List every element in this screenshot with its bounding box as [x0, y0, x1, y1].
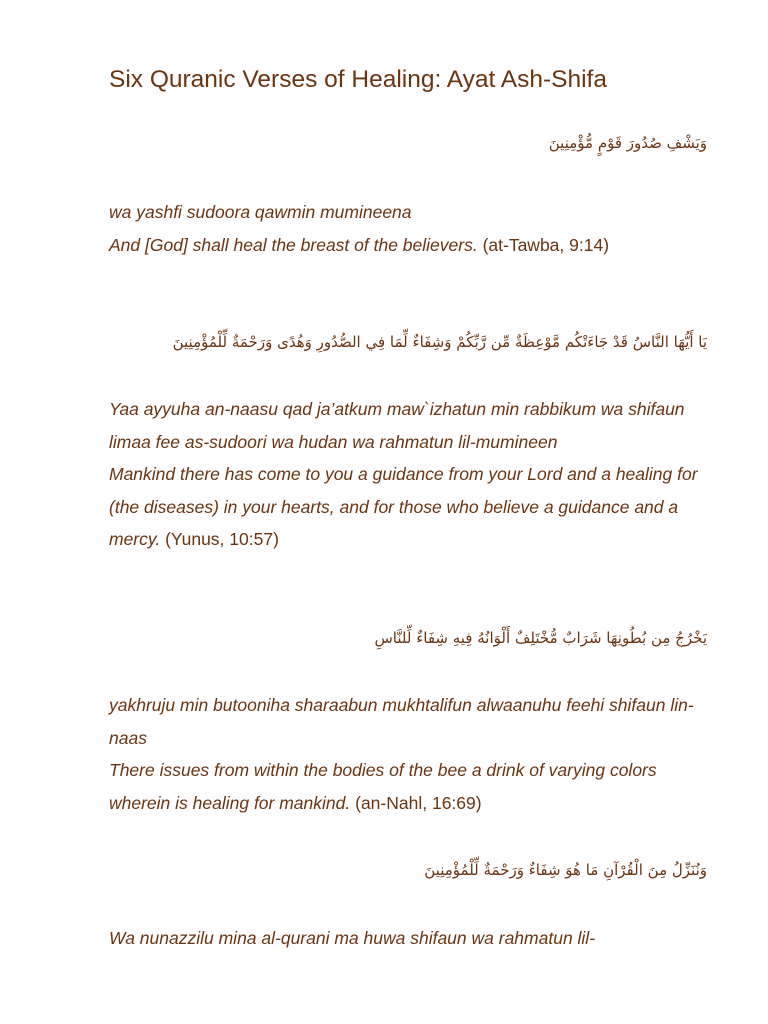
page-title: Six Quranic Verses of Healing: Ayat Ash-Shifa [109, 66, 607, 93]
verse-2-translation-line [109, 458, 719, 556]
verse-3-translation-line [109, 754, 719, 819]
verse-1-reference: (at-Tawba, 9:14) [482, 234, 610, 255]
verse-2-reference: (Yunus, 10:57) [165, 529, 279, 549]
verse-3-block [109, 689, 719, 819]
verse-3-transliteration: yakhruju min butooniha sharaabun mukhtalifun alwaanuhu feehi shifaun lin-naas [109, 695, 694, 748]
verse-3-reference: (an-Nahl, 16:69) [355, 792, 482, 813]
verse-2-translation: Mankind there has come to you a guidance from your Lord and a healing for (the diseases) in your hearts, and for those who believe a guidance and a mercy. [109, 464, 698, 549]
verse-1-transliteration: wa yashfi sudoora qawmin mumineena [109, 202, 412, 222]
verse-2-block [109, 393, 719, 556]
verse-4-arabic: وَنُنَزِّلُ مِنَ الْقُرْآنِ مَا هُوَ شِفَاءٌ وَرَحْمَةٌ لِّلْمُؤْمِنِينَ [424, 861, 707, 879]
verse-3-translation: There issues from within the bodies of the bee a drink of varying colors wherein is healing for mankind. [109, 760, 657, 813]
verse-4-block [109, 922, 719, 955]
verse-4-transliteration: Wa nunazzilu mina al-qurani ma huwa shifaun wa rahmatun lil- [109, 928, 596, 948]
verse-1-translation: And [God] shall heal the breast of the believers. [109, 234, 478, 255]
verse-3-arabic: يَخْرُجُ مِن بُطُونِهَا شَرَابٌ مُّخْتَلِفٌ أَلْوَانُهُ فِيهِ شِفَاءٌ لِّلنَّاسِ [374, 629, 707, 647]
verse-1-translation-line [109, 229, 719, 262]
verse-2-transliteration: Yaa ayyuha an-naasu qad ja’atkum maw`izhatun min rabbikum wa shifaun limaa fee as-sudoori wa hudan wa rahmatun lil-mumineen [109, 399, 685, 452]
verse-1-arabic: وَيَشْفِ صُدُورَ قَوْمٍ مُّؤْمِنِينَ [548, 134, 707, 152]
verse-1-block [109, 196, 719, 261]
verse-2-arabic: يَا أَيُّهَا النَّاسُ قَدْ جَاءَتْكُم مَّوْعِظَةٌ مِّن رَّبِّكُمْ وَشِفَاءٌ لِّمَا فِي الصُّدُورِ وَهُدًى وَرَحْمَةٌ لِّلْمُؤْمِنِينَ [172, 333, 707, 351]
